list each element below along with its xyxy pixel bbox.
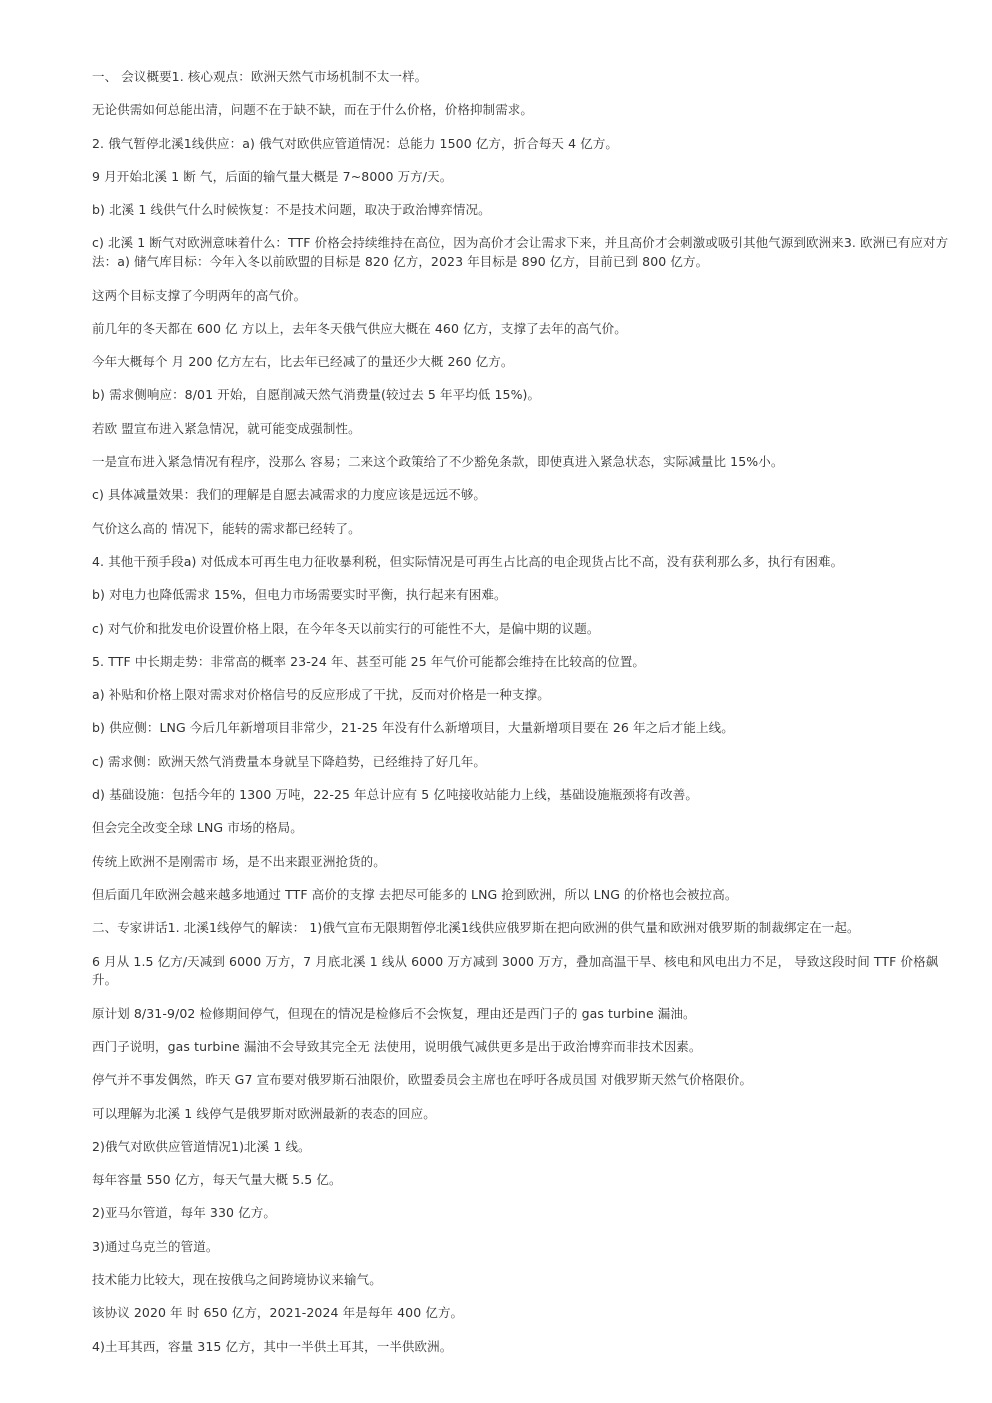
- paragraph-5: b) 北溪 1 线供气什么时候恢复：不是技术问题，取决于政治博弈情况。: [92, 202, 491, 218]
- paragraph-38: 4)土耳其西，容量 315 亿方，其中一半供土耳其，一半供欧洲。: [92, 1338, 453, 1354]
- paragraph-11: 若欧 盟宣布进入紧急情况，就可能变成强制性。: [92, 420, 361, 436]
- paragraph-6: c) 北溪 1 断气对欧洲意味着什么：TTF 价格会持续维持在高位，因为高价才会让需求下来，并且高价才会刺激或吸引其他气源到欧洲来3. 欧洲已有应对方法：a) 储气库目标：今年入冬以前欧盟的目标是 820 亿方，2023 年目标是 890 亿方，目前已到 800 亿方。: [92, 235, 949, 270]
- paragraph-17: c) 对气价和批发电价设置价格上限，在今年冬天以前实行的可能性不大，是偏中期的议题。: [92, 620, 600, 636]
- paragraph-23: 但会完全改变全球 LNG 市场的格局。: [92, 820, 303, 836]
- paragraph-8: 前几年的冬天都在 600 亿 方以上，去年冬天俄气供应大概在 460 亿方，支撑了去年的高气价。: [92, 320, 627, 336]
- paragraph-34: 2)亚马尔管道，每年 330 亿方。: [92, 1205, 276, 1221]
- paragraph-13: c) 具体减量效果：我们的理解是自愿去减需求的力度应该是远远不够。: [92, 487, 487, 503]
- paragraph-32: 2)俄气对欧供应管道情况1)北溪 1 线。: [92, 1138, 311, 1154]
- paragraph-31: 可以理解为北溪 1 线停气是俄罗斯对欧洲最新的表态的回应。: [92, 1105, 436, 1121]
- paragraph-30: 停气并不事发偶然，昨天 G7 宣布要对俄罗斯石油限价，欧盟委员会主席也在呼吁各成员国 对俄罗斯天然气价格限价。: [92, 1072, 753, 1088]
- paragraph-21: c) 需求侧：欧洲天然气消费量本身就呈下降趋势，已经维持了好几年。: [92, 753, 487, 769]
- paragraph-27: 6 月从 1.5 亿方/天减到 6000 万方，7 月底北溪 1 线从 6000 万方减到 3000 万方，叠加高温干旱、核电和风电出力不足， 导致这段时间 TTF 价格飙升。: [92, 953, 939, 988]
- paragraph-3: 2. 俄气暂停北溪1线供应：a) 俄气对欧供应管道情况：总能力 1500 亿方，折合每天 4 亿方。: [92, 135, 619, 151]
- paragraph-22: d) 基础设施：包括今年的 1300 万吨，22-25 年总计应有 5 亿吨接收站能力上线，基础设施瓶颈将有改善。: [92, 787, 698, 803]
- paragraph-18: 5. TTF 中长期走势：非常高的概率 23-24 年、甚至可能 25 年气价可能都会维持在比较高的位置。: [92, 653, 646, 669]
- paragraph-29: 西门子说明，gas turbine 漏油不会导致其完全无 法使用，说明俄气减供更多是出于政治博弈而非技术因素。: [92, 1038, 702, 1054]
- paragraph-15: 4. 其他干预手段a) 对低成本可再生电力征收暴利税，但实际情况是可再生占比高的电企现货占比不高，没有获利那么多，执行有困难。: [92, 553, 844, 569]
- paragraph-16: b) 对电力也降低需求 15%，但电力市场需要实时平衡，执行起来有困难。: [92, 587, 507, 603]
- paragraph-4: 9 月开始北溪 1 断 气，后面的输气量大概是 7~8000 万方/天。: [92, 168, 453, 184]
- paragraph-19: a) 补贴和价格上限对需求对价格信号的反应形成了干扰，反而对价格是一种支撑。: [92, 687, 550, 703]
- paragraph-25: 但后面几年欧洲会越来越多地通过 TTF 高价的支撑 去把尽可能多的 LNG 抢到欧洲，所以 LNG 的价格也会被拉高。: [92, 886, 738, 902]
- paragraph-33: 每年容量 550 亿方，每天气量大概 5.5 亿。: [92, 1172, 342, 1188]
- paragraph-7: 这两个目标支撑了今明两年的高气价。: [92, 287, 307, 303]
- paragraph-37: 该协议 2020 年 时 650 亿方，2021-2024 年是每年 400 亿方。: [92, 1305, 464, 1321]
- paragraph-14: 气价这么高的 情况下，能转的需求都已经转了。: [92, 520, 361, 536]
- paragraph-28: 原计划 8/31-9/02 检修期间停气，但现在的情况是检修后不会恢复，理由还是西门子的 gas turbine 漏油。: [92, 1005, 696, 1021]
- paragraph-9: 今年大概每个 月 200 亿方左右，比去年已经减了的量还少大概 260 亿方。: [92, 354, 514, 370]
- paragraph-2: 无论供需如何总能出清，问题不在于缺不缺，而在于什么价格，价格抑制需求。: [92, 102, 534, 118]
- paragraph-26: 二、专家讲话1. 北溪1线停气的解读： 1)俄气宣布无限期暂停北溪1线供应俄罗斯在把向欧洲的供气量和欧洲对俄罗斯的制裁绑定在一起。: [92, 920, 860, 936]
- paragraph-12: 一是宣布进入紧急情况有程序，没那么 容易；二来这个政策给了不少豁免条款，即使真进入紧急状态，实际减量比 15%小。: [92, 454, 784, 470]
- paragraph-35: 3)通过乌克兰的管道。: [92, 1238, 219, 1254]
- document-page: [92, 68, 952, 1371]
- paragraph-24: 传统上欧洲不是刚需市 场，是不出来跟亚洲抢货的。: [92, 853, 386, 869]
- paragraph-10: b) 需求侧响应：8/01 开始，自愿削减天然气消费量(较过去 5 年平均低 15%)。: [92, 387, 541, 403]
- paragraph-36: 技术能力比较大，现在按俄乌之间跨境协议来输气。: [92, 1271, 382, 1287]
- paragraph-20: b) 供应侧：LNG 今后几年新增项目非常少，21-25 年没有什么新增项目，大量新增项目要在 26 年之后才能上线。: [92, 720, 734, 736]
- paragraph-1: 一、 会议概要1. 核心观点：欧洲天然气市场机制不太一样。: [92, 69, 428, 84]
